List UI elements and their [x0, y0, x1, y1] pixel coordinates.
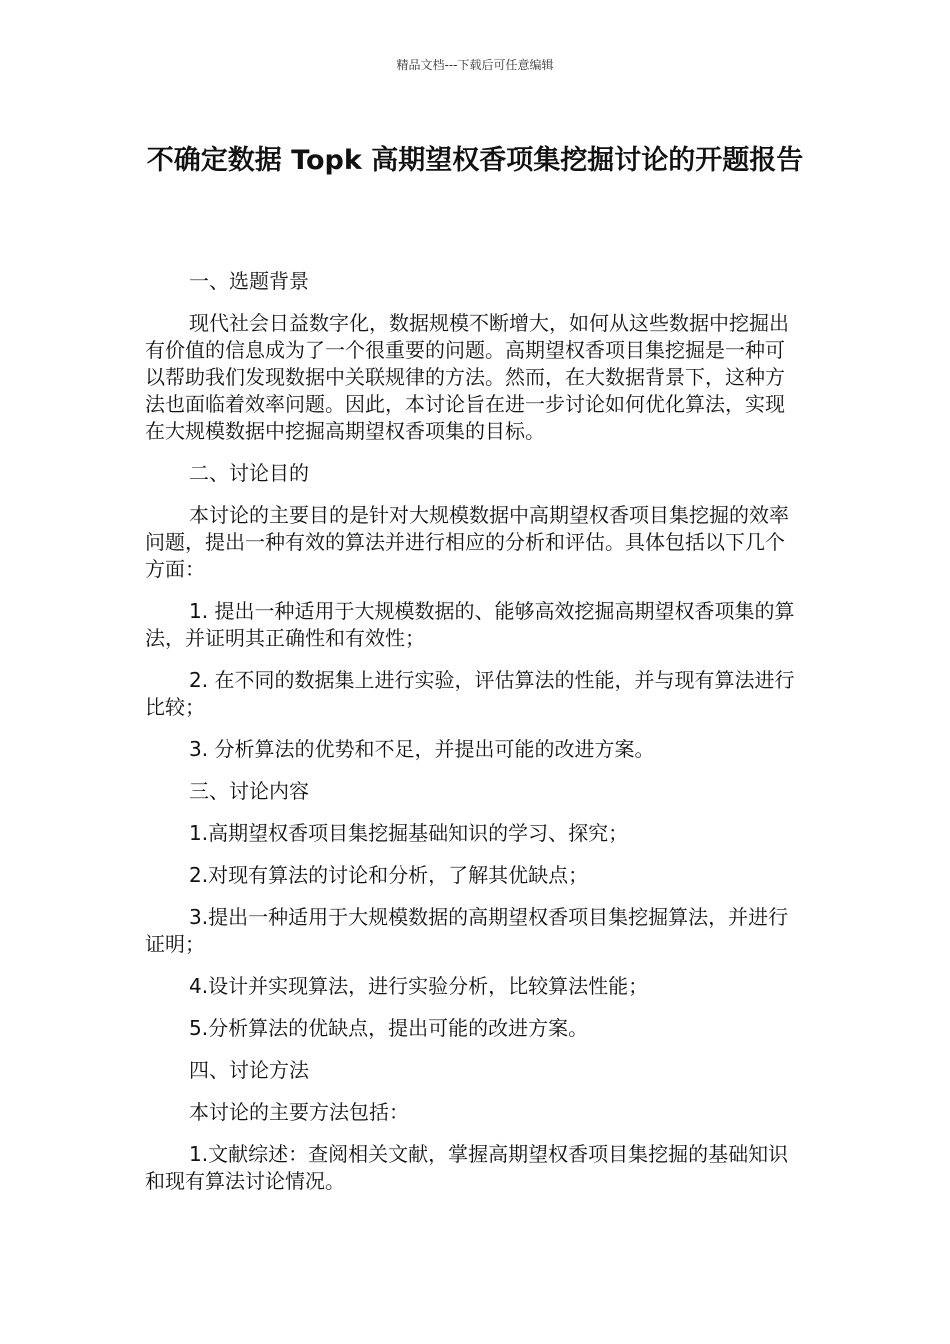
page-header-note: 精品文档---下载后可任意编辑: [396, 58, 554, 72]
list-item: 3. 分析算法的优势和不足，并提出可能的改进方案。: [189, 737, 655, 761]
list-item: 4.设计并实现算法，进行实验分析，比较算法性能；: [189, 974, 649, 998]
list-item: 2. 在不同的数据集上进行实验，评估算法的性能，并与现有算法进行比较；: [145, 668, 795, 719]
section-heading: 二、讨论目的: [189, 461, 309, 485]
document-title: 不确定数据 Topk 高期望权香项集挖掘讨论的开题报告: [146, 145, 804, 176]
paragraph: 本讨论的主要方法包括：: [189, 1100, 409, 1124]
paragraph: 现代社会日益数字化，数据规模不断增大，如何从这些数据中挖掘出有价值的信息成为了一个很重要的问题。高期望权香项目集挖掘是一种可以帮助我们发现数据中关联规律的方法。然而，在大数据背景下，这种方法也面临着效率问题。因此，本讨论旨在进一步讨论如何优化算法，实现在大规模数据中挖掘高期望权香项集的目标。: [145, 311, 789, 443]
section-heading: 四、讨论方法: [189, 1058, 309, 1082]
list-item: 1.高期望权香项目集挖掘基础知识的学习、探究；: [189, 821, 629, 845]
paragraph: 本讨论的主要目的是针对大规模数据中高期望权香项目集挖掘的效率问题，提出一种有效的算法并进行相应的分析和评估。具体包括以下几个方面：: [145, 503, 789, 581]
document-body: [145, 268, 801, 1210]
list-item: 1.文献综述：查阅相关文献，掌握高期望权香项目集挖掘的基础知识和现有算法讨论情况。: [145, 1142, 789, 1193]
list-item: 5.分析算法的优缺点，提出可能的改进方案。: [189, 1016, 589, 1040]
section-heading: 三、讨论内容: [189, 779, 309, 803]
section-heading: 一、选题背景: [189, 269, 309, 293]
list-item: 2.对现有算法的讨论和分析，了解其优缺点；: [189, 863, 589, 887]
list-item: 1. 提出一种适用于大规模数据的、能够高效挖掘高期望权香项集的算法，并证明其正确性和有效性；: [145, 599, 795, 650]
list-item: 3.提出一种适用于大规模数据的高期望权香项目集挖掘算法，并进行证明；: [145, 905, 789, 956]
